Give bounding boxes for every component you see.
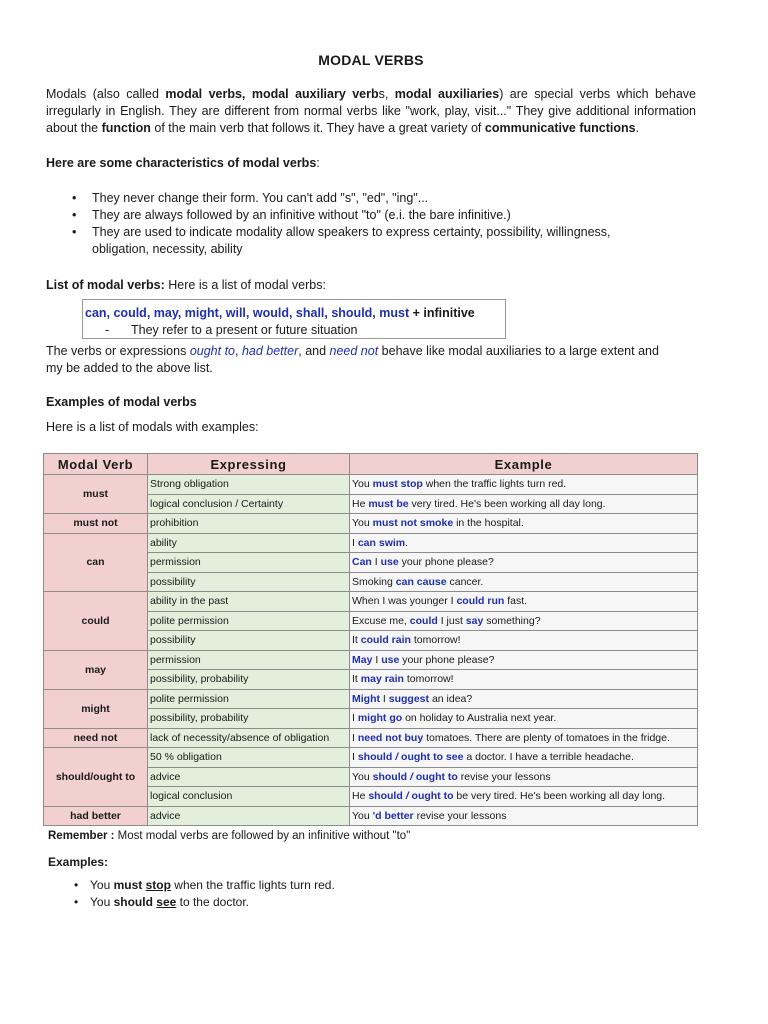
example-text: very tired. He's been working all day long.: [408, 497, 606, 510]
expressing-cell: polite permission: [148, 611, 350, 631]
example-text: be very tired. He's been working all day long.: [453, 790, 666, 803]
modal-verb-cell: could: [44, 592, 148, 651]
intro-text-3: ) are special verbs which behave irregularly in English. They are different from normal verbs like "work, play, visit..." They give additional information about the: [46, 87, 696, 135]
expressions-text-3: behave like modal auxiliaries to a large extent and my be added to the above list.: [46, 344, 659, 375]
modal-verb-cell: need not: [44, 728, 148, 748]
intro-paragraph: [46, 86, 696, 137]
example-highlight: could: [409, 614, 438, 627]
remember-text: Most modal verbs are followed by an infinitive without "to": [114, 830, 411, 842]
expressing-cell: Strong obligation: [148, 475, 350, 495]
intro-text-1: Modals (also called: [46, 87, 166, 101]
example-cell: [350, 631, 698, 651]
example-text: a doctor. I have a terrible headache.: [463, 751, 634, 764]
example-highlight: should: [357, 751, 396, 764]
expressing-cell: possibility: [148, 572, 350, 592]
intro-text-4: of the main verb that follows it. They have a great variety of: [150, 121, 485, 135]
example-highlight: should: [368, 790, 406, 803]
table-row: [44, 533, 698, 553]
example-highlight: /: [405, 790, 409, 803]
remember-note: [48, 830, 410, 842]
example-text: Smoking: [352, 575, 396, 588]
list-item: [46, 877, 335, 894]
intro-text-2: s,: [378, 87, 395, 101]
example-text: tomatoes. There are plenty of tomatoes in the fridge.: [423, 731, 670, 744]
example-cell: [350, 553, 698, 573]
expressions-sep: ,: [235, 344, 242, 358]
example-highlight: could rain: [360, 634, 411, 647]
expressing-cell: possibility, probability: [148, 709, 350, 729]
example-text: You: [352, 517, 373, 530]
intro-text-5: .: [635, 121, 640, 135]
modal-verb-cell: should/ought to: [44, 748, 148, 807]
examples2-list: [46, 877, 335, 911]
modal-verb-cell: must: [44, 475, 148, 514]
example-cell: [350, 806, 698, 826]
example-cell: [350, 728, 698, 748]
plus-infinitive: + infinitive: [409, 306, 475, 320]
modal-verb-cell: must not: [44, 514, 148, 534]
example-highlight: ought to see: [398, 751, 464, 764]
example-highlight: /: [409, 770, 413, 783]
example-highlight: May: [352, 653, 373, 666]
example-cell: [350, 748, 698, 768]
example-highlight: say: [465, 614, 484, 627]
ex-pre: You: [90, 895, 114, 909]
example-text: Excuse me,: [352, 614, 410, 627]
example-text: revise your lessons: [457, 770, 551, 783]
characteristics-colon: :: [316, 156, 320, 170]
modal-verbs-table: [43, 453, 698, 826]
expressing-cell: permission: [148, 650, 350, 670]
header-modal-verb: Modal Verb: [44, 454, 148, 475]
table-row: [44, 806, 698, 826]
example-highlight: need not buy: [357, 731, 424, 744]
example-text: You: [352, 770, 373, 783]
modal-verb-cell: might: [44, 689, 148, 728]
example-text: .: [405, 536, 409, 549]
list-item: • They are always followed by an infinitive without "to" (e.i. the bare infinitive.): [46, 207, 646, 224]
table-row: [44, 592, 698, 612]
example-text: You: [352, 809, 373, 822]
modal-list-note: [105, 323, 358, 337]
expressing-cell: possibility, probability: [148, 670, 350, 690]
example-text: on holiday to Australia next year.: [402, 712, 557, 725]
characteristics-heading-text: Here are some characteristics of modal verbs: [46, 156, 317, 170]
expressing-cell: advice: [148, 806, 350, 826]
ex-underlined: stop: [145, 878, 171, 892]
example-cell: [350, 689, 698, 709]
example-cell: [350, 709, 698, 729]
expressions-paragraph: [46, 343, 666, 377]
example-highlight: must not smoke: [372, 517, 454, 530]
expression-had-better: had better: [241, 344, 299, 358]
header-example: Example: [350, 454, 698, 475]
example-text: It: [352, 673, 361, 686]
example-highlight: Might: [352, 692, 380, 705]
example-text: You: [352, 478, 373, 491]
expressing-cell: advice: [148, 767, 350, 787]
example-cell: [350, 592, 698, 612]
example-highlight: must be: [368, 497, 409, 510]
expressions-text-2: , and: [298, 344, 330, 358]
expressing-cell: permission: [148, 553, 350, 573]
table-row: [44, 748, 698, 768]
expressing-cell: prohibition: [148, 514, 350, 534]
example-highlight: use: [380, 556, 399, 569]
table-body: [44, 475, 698, 826]
remember-label: Remember :: [48, 830, 115, 842]
example-text: cancer.: [446, 575, 484, 588]
example-cell: [350, 670, 698, 690]
example-text: I: [352, 731, 358, 744]
ex-bold: must: [113, 878, 143, 892]
expressing-cell: logical conclusion: [148, 787, 350, 807]
modal-list-note-text: They refer to a present or future situation: [131, 323, 358, 337]
example-text: When I was younger I: [352, 595, 457, 608]
modal-verb-cell: may: [44, 650, 148, 689]
example-text: in the hospital.: [453, 517, 524, 530]
intro-bold-2: modal auxiliaries: [394, 87, 500, 101]
ex-underlined: see: [156, 895, 177, 909]
example-text: I: [371, 556, 381, 569]
example-text: when the traffic lights turn red.: [422, 478, 567, 491]
example-highlight: might go: [357, 712, 403, 725]
list-heading: List of modal verbs:: [46, 278, 165, 292]
examples-intro: Here is a list of modals with examples:: [46, 420, 259, 434]
modal-list-box: [82, 299, 506, 339]
ex-post: when the traffic lights turn red.: [170, 878, 335, 892]
example-text: It: [352, 634, 361, 647]
examples-heading-text: Examples of modal verbs: [46, 395, 197, 409]
example-cell: [350, 494, 698, 514]
characteristics-list: [46, 190, 646, 258]
characteristics-heading: [46, 155, 320, 172]
expressing-cell: possibility: [148, 631, 350, 651]
example-highlight: could run: [456, 595, 505, 608]
example-highlight: ought to: [408, 790, 454, 803]
example-cell: [350, 514, 698, 534]
table-row: [44, 475, 698, 495]
table-row: [44, 689, 698, 709]
examples2-heading: Examples:: [48, 855, 109, 869]
expressing-cell: 50 % obligation: [148, 748, 350, 768]
example-text: an idea?: [429, 692, 473, 705]
example-cell: [350, 572, 698, 592]
list-heading-line: [46, 277, 326, 294]
modal-list-line: [85, 306, 475, 320]
expressing-cell: logical conclusion / Certainty: [148, 494, 350, 514]
example-text: I just: [437, 614, 466, 627]
modal-verb-cell: had better: [44, 806, 148, 826]
example-highlight: suggest: [388, 692, 430, 705]
header-expressing: Expressing: [148, 454, 350, 475]
table-header-row: [44, 454, 698, 475]
example-text: He: [352, 497, 369, 510]
intro-bold-4: communicative functions: [484, 121, 636, 135]
example-text: your phone please?: [399, 653, 495, 666]
expression-ought-to: ought to: [189, 344, 235, 358]
table-row: [44, 650, 698, 670]
example-highlight: /: [395, 751, 399, 764]
table-row: [44, 514, 698, 534]
dash-marker: -: [105, 323, 110, 337]
example-text: tomorrow!: [403, 673, 454, 686]
example-highlight: can swim: [357, 536, 406, 549]
list-heading-text: Here is a list of modal verbs:: [164, 278, 326, 292]
example-text: your phone please?: [398, 556, 494, 569]
expression-need-not: need not: [329, 344, 379, 358]
example-text: I: [352, 751, 358, 764]
example-highlight: use: [381, 653, 400, 666]
list-item: • They are used to indicate modality allow speakers to express certainty, possibility, willingness, obligation, necessity, ability: [46, 224, 646, 258]
example-text: I: [352, 536, 358, 549]
list-item: [46, 894, 335, 911]
example-highlight: must stop: [372, 478, 423, 491]
modal-list: can, could, may, might, will, would, shall, should, must: [85, 306, 410, 320]
example-highlight: can cause: [395, 575, 447, 588]
example-highlight: 'd better: [372, 809, 414, 822]
example-text: I: [372, 653, 382, 666]
expressions-text-1: The verbs or expressions: [46, 344, 190, 358]
examples-heading: [46, 394, 197, 411]
example-cell: [350, 533, 698, 553]
example-cell: [350, 787, 698, 807]
modal-verb-cell: can: [44, 533, 148, 592]
example-text: revise your lessons: [413, 809, 507, 822]
example-text: I: [380, 692, 389, 705]
example-cell: [350, 767, 698, 787]
ex-pre: You: [90, 878, 114, 892]
example-text: something?: [483, 614, 541, 627]
intro-bold-1: modal verbs, modal auxiliary verb: [165, 87, 379, 101]
expressing-cell: ability in the past: [148, 592, 350, 612]
example-highlight: Can: [352, 556, 372, 569]
expressing-cell: polite permission: [148, 689, 350, 709]
example-cell: [350, 650, 698, 670]
page-title: MODAL VERBS: [318, 52, 424, 68]
example-text: He: [352, 790, 369, 803]
table-row: [44, 728, 698, 748]
expressing-cell: ability: [148, 533, 350, 553]
example-text: fast.: [504, 595, 528, 608]
example-cell: [350, 475, 698, 495]
intro-bold-3: function: [101, 121, 151, 135]
example-text: I: [352, 712, 358, 725]
expressing-cell: lack of necessity/absence of obligation: [148, 728, 350, 748]
list-item: • They never change their form. You can't add "s", "ed", "ing"...: [46, 190, 646, 207]
ex-bold: should: [113, 895, 153, 909]
example-highlight: should: [372, 770, 410, 783]
example-highlight: ought to: [412, 770, 458, 783]
example-cell: [350, 611, 698, 631]
example-text: tomorrow!: [410, 634, 461, 647]
example-highlight: may rain: [360, 673, 404, 686]
ex-post: to the doctor.: [176, 895, 250, 909]
